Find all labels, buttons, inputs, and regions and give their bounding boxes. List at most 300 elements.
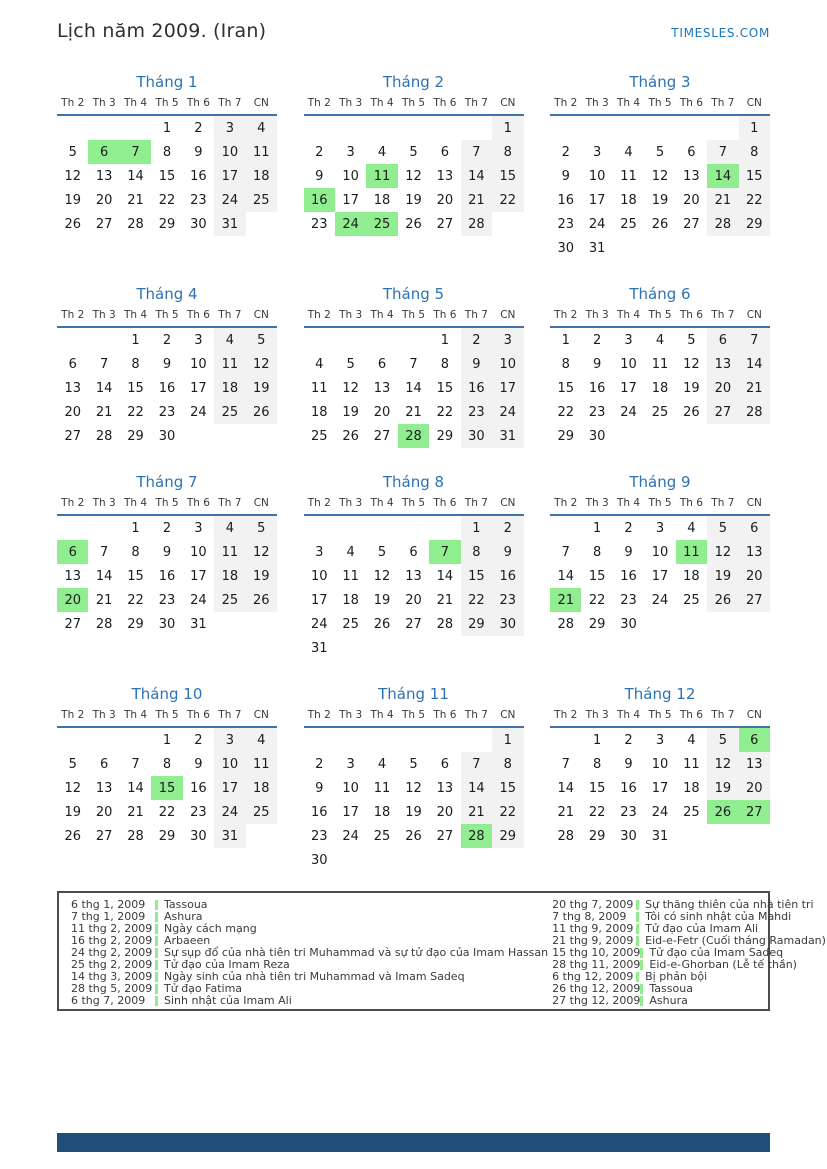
day-cell[interactable]: 28 [557, 828, 574, 844]
day-cell[interactable]: 2 [461, 328, 492, 352]
day-cell[interactable]: 5 [707, 728, 738, 752]
day-cell[interactable]: 24 [342, 828, 359, 844]
day-cell[interactable]: 20 [739, 564, 770, 588]
day-cell[interactable]: 25 [683, 592, 700, 608]
day-cell[interactable]: 11 [676, 540, 707, 564]
day-cell[interactable]: 16 [310, 804, 328, 820]
day-cell[interactable]: 12 [707, 540, 738, 564]
day-cell[interactable]: 16 [304, 188, 335, 212]
day-cell[interactable]: 19 [651, 192, 669, 208]
day-cell[interactable]: 10 [342, 168, 359, 184]
day-cell[interactable]: 7 [99, 544, 109, 560]
day-cell[interactable]: 13 [436, 168, 454, 184]
day-cell[interactable]: 28 [707, 212, 738, 236]
day-cell[interactable]: 22 [588, 804, 606, 820]
day-cell[interactable]: 24 [651, 592, 669, 608]
day-cell[interactable]: 27 [436, 828, 454, 844]
day-cell[interactable]: 11 [246, 752, 277, 776]
day-cell[interactable]: 9 [592, 356, 602, 372]
day-cell[interactable]: 5 [655, 144, 665, 160]
day-cell[interactable]: 22 [557, 404, 574, 420]
day-cell[interactable]: 24 [492, 400, 523, 424]
day-cell[interactable]: 7 [99, 356, 109, 372]
day-cell[interactable]: 4 [246, 728, 277, 752]
day-cell[interactable]: 21 [127, 192, 144, 208]
day-cell[interactable]: 11 [214, 352, 245, 376]
day-cell[interactable]: 16 [190, 780, 207, 796]
day-cell[interactable]: 13 [739, 540, 770, 564]
day-cell[interactable]: 2 [162, 332, 172, 348]
day-cell[interactable]: 5 [409, 144, 418, 160]
day-cell[interactable]: 6 [440, 756, 450, 772]
day-cell[interactable]: 15 [588, 780, 606, 796]
day-cell[interactable]: 1 [131, 332, 140, 348]
day-cell[interactable]: 2 [561, 144, 570, 160]
day-cell[interactable]: 16 [620, 780, 637, 796]
day-cell[interactable]: 20 [405, 592, 422, 608]
day-cell[interactable]: 30 [620, 828, 637, 844]
day-cell[interactable]: 19 [683, 380, 700, 396]
day-cell[interactable]: 19 [342, 404, 359, 420]
day-cell[interactable]: 21 [95, 404, 113, 420]
day-cell[interactable]: 19 [64, 804, 81, 820]
day-cell[interactable]: 3 [492, 328, 523, 352]
day-cell[interactable]: 17 [620, 380, 637, 396]
day-cell[interactable]: 23 [310, 216, 328, 232]
day-cell[interactable]: 27 [436, 216, 454, 232]
day-cell[interactable]: 2 [592, 332, 602, 348]
day-cell[interactable]: 9 [461, 352, 492, 376]
day-cell[interactable]: 1 [592, 520, 602, 536]
day-cell[interactable]: 26 [683, 404, 700, 420]
day-cell[interactable]: 17 [588, 192, 606, 208]
day-cell[interactable]: 3 [655, 520, 665, 536]
day-cell[interactable]: 14 [95, 380, 113, 396]
day-cell[interactable]: 15 [436, 380, 454, 396]
day-cell[interactable]: 9 [194, 756, 203, 772]
day-cell[interactable]: 24 [335, 212, 366, 236]
day-cell[interactable]: 31 [651, 828, 669, 844]
day-cell[interactable]: 20 [707, 376, 738, 400]
day-cell[interactable]: 29 [492, 824, 523, 848]
day-cell[interactable]: 12 [64, 780, 81, 796]
day-cell[interactable]: 2 [624, 520, 633, 536]
day-cell[interactable]: 26 [246, 588, 277, 612]
day-cell[interactable]: 15 [739, 164, 770, 188]
day-cell[interactable]: 8 [592, 756, 602, 772]
day-cell[interactable]: 23 [557, 216, 574, 232]
day-cell[interactable]: 1 [440, 332, 450, 348]
day-cell[interactable]: 18 [246, 776, 277, 800]
day-cell[interactable]: 24 [190, 404, 207, 420]
day-cell[interactable]: 7 [561, 544, 570, 560]
day-cell[interactable]: 12 [651, 168, 669, 184]
day-cell[interactable]: 6 [409, 544, 418, 560]
day-cell[interactable]: 29 [127, 428, 144, 444]
day-cell[interactable]: 17 [214, 776, 245, 800]
day-cell[interactable]: 31 [214, 212, 245, 236]
day-cell[interactable]: 21 [95, 592, 113, 608]
day-cell[interactable]: 8 [440, 356, 450, 372]
day-cell[interactable]: 2 [624, 732, 633, 748]
day-cell[interactable]: 23 [310, 828, 328, 844]
day-cell[interactable]: 30 [620, 616, 637, 632]
day-cell[interactable]: 23 [620, 804, 637, 820]
day-cell[interactable]: 24 [651, 804, 669, 820]
day-cell[interactable]: 4 [377, 756, 387, 772]
day-cell[interactable]: 6 [687, 144, 696, 160]
day-cell[interactable]: 27 [739, 800, 770, 824]
day-cell[interactable]: 22 [492, 188, 523, 212]
day-cell[interactable]: 3 [592, 144, 602, 160]
day-cell[interactable]: 29 [739, 212, 770, 236]
day-cell[interactable]: 3 [346, 756, 355, 772]
day-cell[interactable]: 5 [409, 756, 418, 772]
day-cell[interactable]: 28 [95, 428, 113, 444]
day-cell[interactable]: 25 [366, 212, 397, 236]
day-cell[interactable]: 2 [162, 520, 172, 536]
day-cell[interactable]: 18 [214, 376, 245, 400]
day-cell[interactable]: 1 [739, 116, 770, 140]
day-cell[interactable]: 4 [315, 356, 324, 372]
day-cell[interactable]: 13 [95, 780, 113, 796]
day-cell[interactable]: 22 [436, 404, 454, 420]
day-cell[interactable]: 10 [492, 352, 523, 376]
day-cell[interactable]: 28 [461, 824, 492, 848]
day-cell[interactable]: 10 [310, 568, 328, 584]
day-cell[interactable]: 11 [366, 164, 397, 188]
day-cell[interactable]: 14 [707, 164, 738, 188]
day-cell[interactable]: 19 [707, 776, 738, 800]
day-cell[interactable]: 14 [461, 164, 492, 188]
day-cell[interactable]: 25 [683, 804, 700, 820]
day-cell[interactable]: 15 [461, 564, 492, 588]
day-cell[interactable]: 12 [246, 352, 277, 376]
day-cell[interactable]: 6 [739, 516, 770, 540]
day-cell[interactable]: 3 [194, 332, 203, 348]
day-cell[interactable]: 26 [342, 428, 359, 444]
day-cell[interactable]: 25 [214, 400, 245, 424]
day-cell[interactable]: 12 [707, 752, 738, 776]
day-cell[interactable]: 17 [310, 592, 328, 608]
day-cell[interactable]: 31 [214, 824, 245, 848]
day-cell[interactable]: 7 [131, 756, 140, 772]
day-cell[interactable]: 26 [651, 216, 669, 232]
day-cell[interactable]: 25 [246, 188, 277, 212]
day-cell[interactable]: 9 [315, 168, 324, 184]
day-cell[interactable]: 5 [68, 144, 77, 160]
day-cell[interactable]: 10 [214, 140, 245, 164]
day-cell[interactable]: 1 [561, 332, 570, 348]
day-cell[interactable]: 13 [436, 780, 454, 796]
day-cell[interactable]: 26 [707, 800, 738, 824]
day-cell[interactable]: 22 [588, 592, 606, 608]
day-cell[interactable]: 13 [64, 380, 81, 396]
day-cell[interactable]: 20 [95, 192, 113, 208]
day-cell[interactable]: 5 [246, 516, 277, 540]
day-cell[interactable]: 22 [127, 404, 144, 420]
day-cell[interactable]: 6 [739, 728, 770, 752]
day-cell[interactable]: 26 [405, 828, 422, 844]
day-cell[interactable]: 7 [120, 140, 151, 164]
day-cell[interactable]: 1 [162, 120, 172, 136]
day-cell[interactable]: 29 [127, 616, 144, 632]
day-cell[interactable]: 8 [492, 140, 523, 164]
day-cell[interactable]: 7 [429, 540, 460, 564]
day-cell[interactable]: 14 [127, 168, 144, 184]
day-cell[interactable]: 24 [310, 616, 328, 632]
day-cell[interactable]: 7 [707, 140, 738, 164]
day-cell[interactable]: 31 [310, 640, 328, 656]
day-cell[interactable]: 17 [342, 804, 359, 820]
day-cell[interactable]: 18 [214, 564, 245, 588]
day-cell[interactable]: 13 [64, 568, 81, 584]
day-cell[interactable]: 16 [620, 568, 637, 584]
day-cell[interactable]: 6 [377, 356, 387, 372]
day-cell[interactable]: 13 [683, 168, 700, 184]
day-cell[interactable]: 26 [405, 216, 422, 232]
day-cell[interactable]: 20 [64, 404, 81, 420]
day-cell[interactable]: 9 [561, 168, 570, 184]
day-cell[interactable]: 12 [683, 356, 700, 372]
day-cell[interactable]: 2 [194, 732, 203, 748]
day-cell[interactable]: 21 [436, 592, 454, 608]
day-cell[interactable]: 27 [405, 616, 422, 632]
day-cell[interactable]: 9 [162, 356, 172, 372]
day-cell[interactable]: 13 [739, 752, 770, 776]
day-cell[interactable]: 19 [246, 376, 277, 400]
day-cell[interactable]: 14 [405, 380, 422, 396]
day-cell[interactable]: 4 [687, 732, 696, 748]
day-cell[interactable]: 18 [246, 164, 277, 188]
day-cell[interactable]: 21 [461, 188, 492, 212]
day-cell[interactable]: 29 [557, 428, 574, 444]
day-cell[interactable]: 7 [409, 356, 418, 372]
day-cell[interactable]: 31 [492, 424, 523, 448]
day-cell[interactable]: 8 [131, 356, 140, 372]
day-cell[interactable]: 9 [194, 144, 203, 160]
day-cell[interactable]: 16 [461, 376, 492, 400]
day-cell[interactable]: 25 [246, 800, 277, 824]
day-cell[interactable]: 24 [588, 216, 606, 232]
day-cell[interactable]: 27 [64, 616, 81, 632]
day-cell[interactable]: 31 [588, 240, 606, 256]
day-cell[interactable]: 17 [492, 376, 523, 400]
day-cell[interactable]: 5 [246, 328, 277, 352]
day-cell[interactable]: 15 [127, 568, 144, 584]
day-cell[interactable]: 11 [214, 540, 245, 564]
day-cell[interactable]: 19 [405, 192, 422, 208]
day-cell[interactable]: 13 [373, 380, 391, 396]
site-logo-link[interactable]: TIMESLES.COM [671, 26, 770, 40]
day-cell[interactable]: 2 [315, 144, 324, 160]
day-cell[interactable]: 21 [739, 376, 770, 400]
day-cell[interactable]: 29 [158, 828, 176, 844]
day-cell[interactable]: 11 [310, 380, 328, 396]
day-cell[interactable]: 12 [246, 540, 277, 564]
day-cell[interactable]: 12 [64, 168, 81, 184]
day-cell[interactable]: 13 [405, 568, 422, 584]
day-cell[interactable]: 20 [436, 804, 454, 820]
day-cell[interactable]: 18 [651, 380, 669, 396]
day-cell[interactable]: 4 [624, 144, 633, 160]
day-cell[interactable]: 17 [651, 568, 669, 584]
day-cell[interactable]: 26 [707, 588, 738, 612]
day-cell[interactable]: 15 [127, 380, 144, 396]
day-cell[interactable]: 20 [739, 776, 770, 800]
day-cell[interactable]: 3 [346, 144, 355, 160]
day-cell[interactable]: 7 [561, 756, 570, 772]
day-cell[interactable]: 30 [190, 216, 207, 232]
day-cell[interactable]: 18 [683, 780, 700, 796]
day-cell[interactable]: 29 [461, 612, 492, 636]
day-cell[interactable]: 26 [246, 400, 277, 424]
day-cell[interactable]: 20 [373, 404, 391, 420]
day-cell[interactable]: 6 [707, 328, 738, 352]
day-cell[interactable]: 20 [95, 804, 113, 820]
day-cell[interactable]: 20 [436, 192, 454, 208]
day-cell[interactable]: 8 [131, 544, 140, 560]
day-cell[interactable]: 28 [557, 616, 574, 632]
day-cell[interactable]: 8 [492, 752, 523, 776]
day-cell[interactable]: 21 [405, 404, 422, 420]
day-cell[interactable]: 15 [158, 168, 176, 184]
day-cell[interactable]: 10 [651, 756, 669, 772]
day-cell[interactable]: 14 [557, 568, 574, 584]
day-cell[interactable]: 8 [162, 144, 172, 160]
day-cell[interactable]: 15 [492, 776, 523, 800]
day-cell[interactable]: 6 [57, 540, 88, 564]
day-cell[interactable]: 10 [588, 168, 606, 184]
day-cell[interactable]: 4 [687, 520, 696, 536]
day-cell[interactable]: 16 [190, 168, 207, 184]
day-cell[interactable]: 5 [687, 332, 696, 348]
day-cell[interactable]: 25 [651, 404, 669, 420]
day-cell[interactable]: 11 [342, 568, 359, 584]
day-cell[interactable]: 29 [588, 828, 606, 844]
day-cell[interactable]: 1 [162, 732, 172, 748]
day-cell[interactable]: 28 [398, 424, 429, 448]
day-cell[interactable]: 10 [620, 356, 637, 372]
day-cell[interactable]: 8 [561, 356, 570, 372]
day-cell[interactable]: 8 [162, 756, 172, 772]
day-cell[interactable]: 2 [315, 756, 324, 772]
day-cell[interactable]: 23 [158, 404, 176, 420]
day-cell[interactable]: 11 [620, 168, 637, 184]
day-cell[interactable]: 16 [588, 380, 606, 396]
day-cell[interactable]: 19 [405, 804, 422, 820]
day-cell[interactable]: 4 [346, 544, 355, 560]
day-cell[interactable]: 17 [214, 164, 245, 188]
day-cell[interactable]: 12 [405, 168, 422, 184]
day-cell[interactable]: 9 [162, 544, 172, 560]
day-cell[interactable]: 19 [64, 192, 81, 208]
day-cell[interactable]: 11 [651, 356, 669, 372]
day-cell[interactable]: 22 [492, 800, 523, 824]
day-cell[interactable]: 21 [461, 800, 492, 824]
day-cell[interactable]: 9 [624, 544, 633, 560]
day-cell[interactable]: 14 [436, 568, 454, 584]
day-cell[interactable]: 22 [158, 192, 176, 208]
day-cell[interactable]: 23 [158, 592, 176, 608]
day-cell[interactable]: 5 [707, 516, 738, 540]
day-cell[interactable]: 17 [190, 568, 207, 584]
day-cell[interactable]: 31 [190, 616, 207, 632]
day-cell[interactable]: 8 [592, 544, 602, 560]
day-cell[interactable]: 27 [373, 428, 391, 444]
day-cell[interactable]: 3 [315, 544, 324, 560]
day-cell[interactable]: 27 [739, 588, 770, 612]
day-cell[interactable]: 4 [246, 116, 277, 140]
day-cell[interactable]: 28 [739, 400, 770, 424]
day-cell[interactable]: 27 [683, 216, 700, 232]
day-cell[interactable]: 13 [707, 352, 738, 376]
day-cell[interactable]: 5 [68, 756, 77, 772]
day-cell[interactable]: 16 [158, 568, 176, 584]
day-cell[interactable]: 28 [127, 216, 144, 232]
day-cell[interactable]: 24 [214, 800, 245, 824]
day-cell[interactable]: 5 [377, 544, 387, 560]
day-cell[interactable]: 16 [158, 380, 176, 396]
day-cell[interactable]: 12 [342, 380, 359, 396]
day-cell[interactable]: 22 [461, 588, 492, 612]
day-cell[interactable]: 14 [557, 780, 574, 796]
day-cell[interactable]: 14 [95, 568, 113, 584]
day-cell[interactable]: 21 [557, 804, 574, 820]
day-cell[interactable]: 3 [214, 728, 245, 752]
day-cell[interactable]: 20 [57, 588, 88, 612]
day-cell[interactable]: 23 [190, 192, 207, 208]
day-cell[interactable]: 14 [127, 780, 144, 796]
day-cell[interactable]: 23 [620, 592, 637, 608]
day-cell[interactable]: 30 [557, 240, 574, 256]
day-cell[interactable]: 1 [461, 516, 492, 540]
day-cell[interactable]: 11 [373, 780, 391, 796]
day-cell[interactable]: 18 [310, 404, 328, 420]
day-cell[interactable]: 19 [246, 564, 277, 588]
day-cell[interactable]: 30 [310, 852, 328, 868]
day-cell[interactable]: 28 [95, 616, 113, 632]
day-cell[interactable]: 19 [373, 592, 391, 608]
day-cell[interactable]: 19 [707, 564, 738, 588]
day-cell[interactable]: 25 [342, 616, 359, 632]
day-cell[interactable]: 11 [246, 140, 277, 164]
day-cell[interactable]: 1 [131, 520, 140, 536]
day-cell[interactable]: 4 [377, 144, 387, 160]
day-cell[interactable]: 30 [588, 428, 606, 444]
day-cell[interactable]: 6 [440, 144, 450, 160]
day-cell[interactable]: 10 [214, 752, 245, 776]
day-cell[interactable]: 3 [194, 520, 203, 536]
day-cell[interactable]: 23 [492, 588, 523, 612]
day-cell[interactable]: 27 [95, 828, 113, 844]
day-cell[interactable]: 30 [158, 616, 176, 632]
day-cell[interactable]: 25 [620, 216, 637, 232]
day-cell[interactable]: 29 [158, 216, 176, 232]
day-cell[interactable]: 25 [310, 428, 328, 444]
day-cell[interactable]: 18 [373, 192, 391, 208]
day-cell[interactable]: 23 [190, 804, 207, 820]
day-cell[interactable]: 27 [64, 428, 81, 444]
day-cell[interactable]: 15 [557, 380, 574, 396]
day-cell[interactable]: 30 [492, 612, 523, 636]
day-cell[interactable]: 15 [492, 164, 523, 188]
day-cell[interactable]: 29 [436, 428, 454, 444]
day-cell[interactable]: 30 [461, 424, 492, 448]
day-cell[interactable]: 6 [88, 140, 119, 164]
day-cell[interactable]: 28 [127, 828, 144, 844]
day-cell[interactable]: 14 [461, 776, 492, 800]
